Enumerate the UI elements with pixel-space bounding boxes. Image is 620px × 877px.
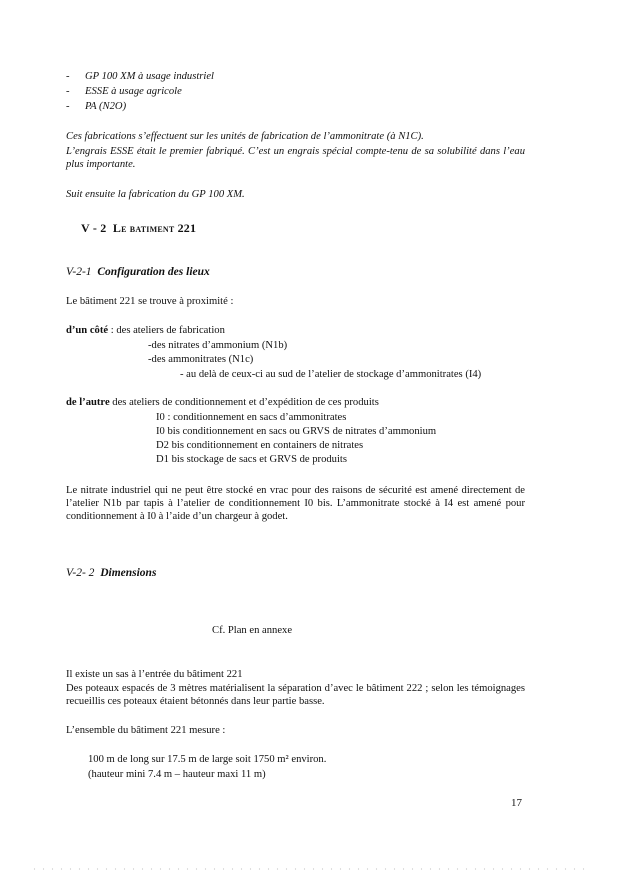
- section-heading: [81, 222, 196, 235]
- plan-reference: Cf. Plan en annexe: [212, 625, 293, 636]
- list-item: - ESSE à usage agricole: [66, 86, 182, 97]
- intro-paragraph: Suit ensuite la fabrication du GP 100 XM.: [66, 189, 245, 200]
- list-item: I0 bis conditionnement en sacs ou GRVS de nitrates d’ammonium: [156, 426, 437, 437]
- list-item: -des nitrates d’ammonium (N1b): [148, 340, 288, 351]
- list-item: D1 bis stockage de sacs et GRVS de produits: [156, 454, 347, 465]
- measurement-line: (hauteur mini 7.4 m – hauteur maxi 11 m): [88, 769, 266, 780]
- side-label: de l’autre: [66, 397, 110, 408]
- paragraph: Des poteaux espacés de 3 mètres matérialisent la séparation d’avec le bâtiment 222 ; selon les témoignages recueillis ces poteaux étaient bétonnés dans leur partie basse.: [66, 683, 525, 707]
- subsection-number: V-2- 2: [66, 567, 95, 579]
- paragraph: Il existe un sas à l’entrée du bâtiment 221: [66, 669, 243, 680]
- list-item: - au delà de ceux-ci au sud de l’atelier de stockage d’ammonitrates (I4): [180, 369, 482, 380]
- subsection-title: Dimensions: [100, 567, 157, 579]
- paragraph: Le bâtiment 221 se trouve à proximité :: [66, 296, 234, 307]
- subsection-heading: [66, 266, 210, 279]
- page-number: 17: [511, 797, 522, 809]
- scan-artifact: [30, 868, 590, 870]
- list-item: D2 bis conditionnement en containers de nitrates: [156, 440, 364, 451]
- subsection-number: V-2-1: [66, 266, 92, 278]
- paragraph: L’ensemble du bâtiment 221 mesure :: [66, 725, 226, 736]
- side-line: d’un côté : des ateliers de fabrication: [66, 325, 225, 336]
- list-item: -des ammonitrates (N1c): [148, 354, 254, 365]
- subsection-heading: [66, 567, 156, 580]
- section-number: V - 2: [81, 221, 107, 235]
- list-item: - GP 100 XM à usage industriel: [66, 71, 214, 82]
- subsection-title: Configuration des lieux: [97, 266, 210, 278]
- side-line: de l’autre des ateliers de conditionnement et d’expédition de ces produits: [66, 397, 379, 408]
- list-item: - PA (N2O): [66, 101, 127, 112]
- section-title: Le batiment 221: [112, 221, 197, 235]
- paragraph: Le nitrate industriel qui ne peut être stocké en vrac pour des raisons de sécurité est amené directement de l’atelier N1b par tapis à l’atelier de conditionnement I0 bis. L’ammonitrate stocké à I4 est amené pour conditionnement à I0 à l’aide d’un chargeur à godet.: [66, 485, 525, 522]
- side-label: d’un côté: [66, 325, 109, 336]
- intro-paragraph: L’engrais ESSE était le premier fabriqué. C’est un engrais spécial compte-tenu de sa solubilité dans l’eau plus importante.: [66, 146, 525, 170]
- list-item: I0 : conditionnement en sacs d’ammonitrates: [156, 412, 347, 423]
- intro-paragraph: Ces fabrications s’effectuent sur les unités de fabrication de l’ammonitrate (à N1C).: [66, 131, 424, 142]
- measurement-line: 100 m de long sur 17.5 m de large soit 1750 m² environ.: [88, 754, 327, 765]
